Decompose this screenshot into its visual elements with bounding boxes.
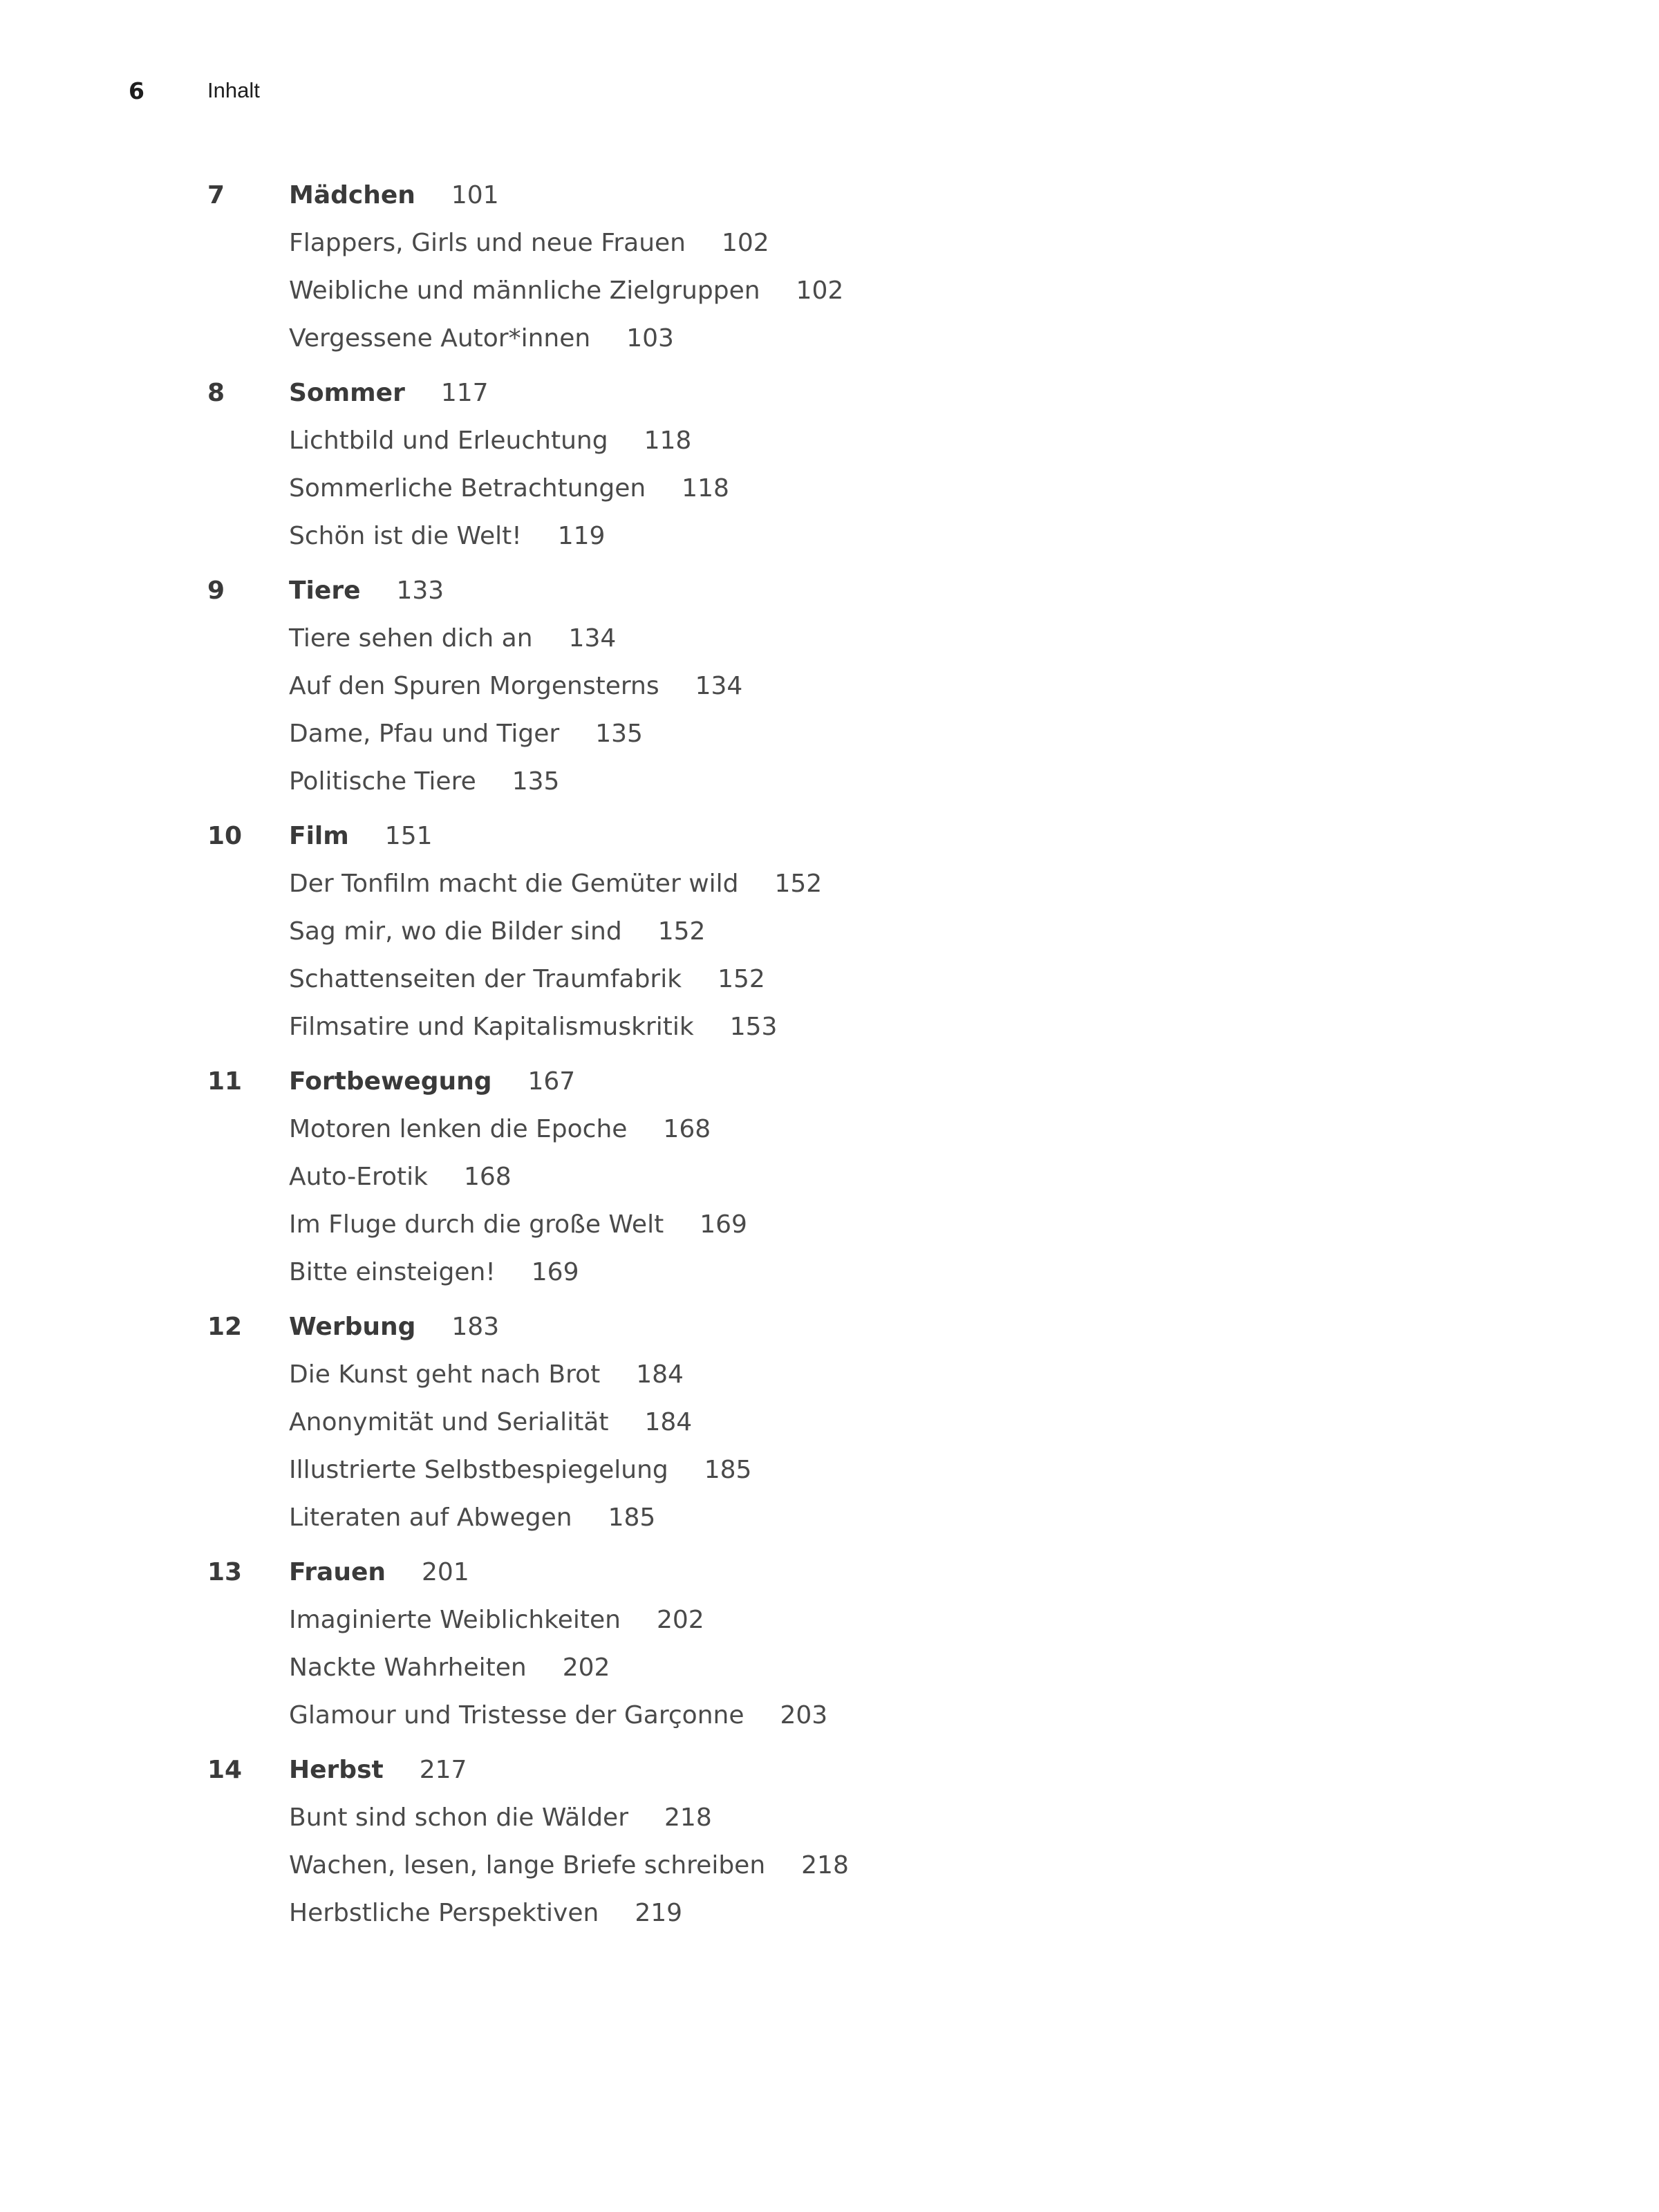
section-entry[interactable] (207, 1398, 1313, 1446)
table-of-contents (207, 171, 1313, 1944)
section-page-number: 218 (801, 1851, 849, 1880)
chapter-heading[interactable] (207, 1746, 1313, 1794)
toc-chapter (207, 369, 1313, 560)
section-page-number: 185 (704, 1456, 752, 1484)
section-title: Nackte Wahrheiten (289, 1653, 527, 1682)
chapter-number: 11 (207, 1067, 243, 1096)
section-title: Herbstliche Perspektiven (289, 1899, 599, 1927)
chapter-page-number: 133 (396, 577, 444, 605)
section-entry[interactable] (207, 860, 1313, 908)
section-title: Anonymität und Serialität (289, 1408, 609, 1436)
section-page-number: 202 (562, 1653, 610, 1682)
section-page-number: 134 (695, 672, 743, 700)
section-page-number: 134 (568, 624, 617, 653)
chapter-title: Sommer (289, 379, 405, 407)
section-title: Literaten auf Abwegen (289, 1503, 572, 1532)
chapter-page-number: 201 (422, 1558, 469, 1586)
section-entry[interactable] (207, 1889, 1313, 1937)
section-page-number: 118 (644, 427, 692, 455)
chapter-title: Fortbewegung (289, 1067, 492, 1096)
section-title: Illustrierte Selbstbespiegelung (289, 1456, 668, 1484)
section-entry[interactable] (207, 662, 1313, 710)
section-page-number: 135 (595, 720, 643, 748)
section-page-number: 184 (644, 1408, 693, 1436)
section-entry[interactable] (207, 219, 1313, 267)
chapter-title: Tiere (289, 577, 361, 605)
section-entry[interactable] (207, 955, 1313, 1003)
chapter-heading[interactable] (207, 1058, 1313, 1105)
toc-chapter (207, 812, 1313, 1051)
section-entry[interactable] (207, 1691, 1313, 1739)
section-entry[interactable] (207, 1153, 1313, 1201)
section-entry[interactable] (207, 1494, 1313, 1541)
section-entry[interactable] (207, 1105, 1313, 1153)
section-entry[interactable] (207, 512, 1313, 560)
section-entry[interactable] (207, 758, 1313, 805)
section-page-number: 218 (664, 1803, 712, 1832)
section-title: Wachen, lesen, lange Briefe schreiben (289, 1851, 766, 1880)
section-title: Politische Tiere (289, 767, 476, 796)
section-page-number: 203 (780, 1701, 828, 1730)
section-page-number: 152 (774, 870, 823, 898)
section-title: Bitte einsteigen! (289, 1258, 496, 1286)
section-entry[interactable] (207, 1644, 1313, 1691)
section-page-number: 169 (531, 1258, 579, 1286)
section-title: Lichtbild und Erleuchtung (289, 427, 608, 455)
section-title: Die Kunst geht nach Brot (289, 1360, 601, 1389)
section-page-number: 119 (557, 522, 606, 550)
chapter-page-number: 217 (419, 1756, 467, 1784)
chapter-number: 8 (207, 379, 225, 407)
chapter-heading[interactable] (207, 812, 1313, 860)
toc-chapter (207, 1303, 1313, 1541)
section-entry[interactable] (207, 1446, 1313, 1494)
chapter-title: Werbung (289, 1313, 416, 1341)
chapter-title: Frauen (289, 1558, 386, 1586)
section-title: Vergessene Autor*innen (289, 324, 591, 353)
chapter-heading[interactable] (207, 567, 1313, 615)
section-title: Flappers, Girls und neue Frauen (289, 229, 686, 257)
chapter-number: 14 (207, 1756, 243, 1784)
section-entry[interactable] (207, 1003, 1313, 1051)
toc-chapter (207, 1548, 1313, 1739)
section-title: Auto-Erotik (289, 1163, 428, 1191)
chapter-page-number: 151 (384, 822, 433, 850)
section-entry[interactable] (207, 417, 1313, 465)
section-page-number: 202 (656, 1606, 704, 1634)
chapter-title: Film (289, 822, 349, 850)
section-title: Bunt sind schon die Wälder (289, 1803, 629, 1832)
chapter-page-number: 183 (451, 1313, 500, 1341)
chapter-heading[interactable] (207, 1303, 1313, 1351)
section-title: Glamour und Tristesse der Garçonne (289, 1701, 744, 1730)
section-entry[interactable] (207, 267, 1313, 315)
section-page-number: 152 (718, 965, 765, 993)
section-page-number: 135 (512, 767, 560, 796)
page-header (129, 73, 260, 108)
chapter-heading[interactable] (207, 369, 1313, 417)
toc-chapter (207, 1746, 1313, 1937)
chapter-title: Herbst (289, 1756, 384, 1784)
section-entry[interactable] (207, 615, 1313, 662)
section-page-number: 185 (608, 1503, 656, 1532)
chapter-title: Mädchen (289, 181, 415, 209)
section-page-number: 152 (657, 917, 706, 946)
section-title: Im Fluge durch die große Welt (289, 1210, 664, 1239)
section-page-number: 102 (796, 276, 844, 305)
section-entry[interactable] (207, 1248, 1313, 1296)
section-entry[interactable] (207, 710, 1313, 758)
section-page-number: 219 (635, 1899, 683, 1927)
chapter-number: 13 (207, 1558, 243, 1586)
chapter-heading[interactable] (207, 1548, 1313, 1596)
section-title: Sommerliche Betrachtungen (289, 474, 646, 503)
section-title: Auf den Spuren Morgensterns (289, 672, 659, 700)
section-page-number: 118 (682, 474, 729, 503)
page-number: 6 (129, 77, 144, 104)
toc-chapter (207, 567, 1313, 805)
section-title: Der Tonfilm macht die Gemüter wild (289, 870, 739, 898)
chapter-heading[interactable] (207, 171, 1313, 219)
chapter-page-number: 101 (451, 181, 499, 209)
section-title: Dame, Pfau und Tiger (289, 720, 560, 748)
section-entry[interactable] (207, 908, 1313, 955)
section-entry[interactable] (207, 1596, 1313, 1644)
section-page-number: 168 (464, 1163, 512, 1191)
section-entry[interactable] (207, 465, 1313, 512)
chapter-number: 9 (207, 577, 225, 605)
section-page-number: 184 (636, 1360, 684, 1389)
section-entry[interactable] (207, 1351, 1313, 1398)
section-entry[interactable] (207, 1201, 1313, 1248)
section-title: Filmsatire und Kapitalismuskritik (289, 1013, 694, 1041)
section-title: Imaginierte Weiblichkeiten (289, 1606, 621, 1634)
chapter-number: 10 (207, 822, 243, 850)
running-head: Inhalt (207, 78, 260, 102)
section-page-number: 153 (729, 1013, 778, 1041)
section-entry[interactable] (207, 1794, 1313, 1841)
section-title: Motoren lenken die Epoche (289, 1115, 628, 1143)
section-entry[interactable] (207, 1841, 1313, 1889)
section-page-number: 102 (722, 229, 769, 257)
chapter-number: 12 (207, 1313, 243, 1341)
toc-chapter (207, 171, 1313, 362)
section-title: Sag mir, wo die Bilder sind (289, 917, 622, 946)
section-title: Schön ist die Welt! (289, 522, 522, 550)
section-title: Tiere sehen dich an (289, 624, 533, 653)
chapter-page-number: 167 (527, 1067, 576, 1096)
chapter-page-number: 117 (440, 379, 489, 407)
chapter-number: 7 (207, 181, 225, 209)
section-page-number: 103 (626, 324, 674, 353)
section-page-number: 169 (700, 1210, 747, 1239)
section-entry[interactable] (207, 315, 1313, 362)
section-title: Schattenseiten der Traumfabrik (289, 965, 682, 993)
section-title: Weibliche und männliche Zielgruppen (289, 276, 760, 305)
toc-chapter (207, 1058, 1313, 1296)
section-page-number: 168 (663, 1115, 711, 1143)
